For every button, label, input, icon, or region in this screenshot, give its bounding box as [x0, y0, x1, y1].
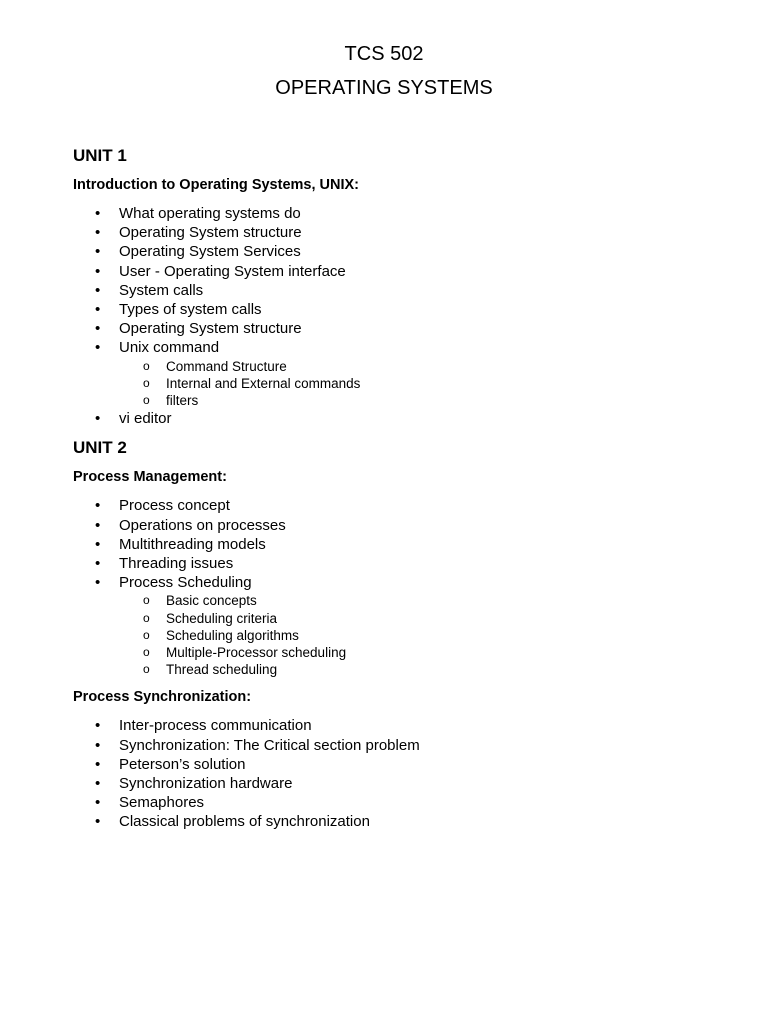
list-item: • User - Operating System interface [95, 262, 346, 280]
circle-bullet-icon: o [143, 662, 150, 677]
bullet-icon: • [95, 281, 101, 299]
bullet-icon: • [95, 535, 101, 553]
list-item: • Operating System Services [95, 243, 301, 261]
unit-1-heading: UNIT 1 [73, 146, 127, 165]
bullet-icon: • [95, 262, 101, 280]
bullet-icon: • [95, 224, 101, 242]
unit-1-section-title: Introduction to Operating Systems, UNIX: [73, 177, 359, 193]
bullet-icon: • [95, 516, 101, 534]
list-item: • vi editor [95, 410, 172, 428]
unit-1-topic-list [73, 204, 713, 428]
circle-bullet-icon: o [143, 593, 150, 608]
sub-list-item: o Scheduling algorithms [143, 627, 299, 643]
list-item: • Synchronization: The Critical section problem [95, 736, 420, 754]
unit-2-section-1-title: Process Management: [73, 469, 227, 486]
sub-list-item: o Basic concepts [143, 593, 257, 609]
unit-2-section-2-title: Process Synchronization: [73, 689, 252, 706]
course-code: TCS 502 [344, 43, 424, 65]
list-item: • Peterson’s solution [95, 755, 246, 773]
sub-list-item: o Command Structure [143, 358, 287, 374]
synchronization-topic-list [73, 716, 713, 831]
sub-list-item: o Multiple-Processor scheduling [143, 645, 347, 661]
bullet-icon: • [95, 813, 101, 831]
circle-bullet-icon: o [143, 610, 150, 625]
list-item: • Semaphores [95, 794, 205, 812]
bullet-icon: • [95, 339, 101, 357]
list-item: • Synchronization hardware [95, 775, 293, 793]
circle-bullet-icon: o [143, 627, 150, 642]
list-item: • Process concept [95, 497, 230, 515]
list-item: • Types of system calls [95, 301, 262, 319]
circle-bullet-icon: o [143, 358, 150, 373]
list-item: • Unix command o Command Structure o Internal and External commands o filters [73, 338, 713, 409]
circle-bullet-icon: o [143, 645, 150, 660]
sub-list-item: o Scheduling criteria [143, 610, 278, 626]
sub-list-item: o Internal and External commands [143, 375, 361, 391]
bullet-icon: • [95, 320, 101, 338]
bullet-icon: • [95, 736, 101, 754]
circle-bullet-icon: o [143, 375, 150, 390]
bullet-icon: • [95, 555, 101, 573]
sub-list-item: o filters [143, 393, 199, 409]
list-item: • System calls [95, 281, 204, 299]
syllabus-content [73, 145, 713, 832]
bullet-icon: • [95, 775, 101, 793]
bullet-icon: • [95, 574, 101, 592]
sub-list-item: o Thread scheduling [143, 662, 278, 678]
bullet-icon: • [95, 794, 101, 812]
bullet-icon: • [95, 301, 101, 319]
list-item: • Operating System structure [95, 224, 302, 242]
list-item: • Threading issues [95, 555, 234, 573]
bullet-icon: • [95, 243, 101, 261]
process-scheduling-sublist [119, 592, 713, 678]
bullet-icon: • [95, 205, 101, 222]
unit-2-topic-list [73, 496, 713, 678]
bullet-icon: • [95, 755, 101, 773]
list-item: • Multithreading models [95, 535, 266, 553]
bullet-icon: • [95, 410, 101, 428]
list-item: • Classical problems of synchronization [95, 813, 370, 831]
bullet-icon: • [95, 717, 101, 735]
unit-2-heading: UNIT 2 [73, 438, 127, 458]
course-title: OPERATING SYSTEMS [275, 77, 493, 99]
list-item: • Inter-process communication [95, 717, 312, 735]
bullet-icon: • [95, 497, 101, 515]
list-item: • Operations on processes [95, 516, 286, 534]
list-item: • Process Scheduling o Basic concepts o Scheduling criteria o Scheduling algorithms o Multiple-Processor scheduling o Thread scheduling [73, 573, 713, 678]
list-item: • Operating System structure [95, 320, 302, 338]
circle-bullet-icon: o [143, 393, 150, 408]
unix-command-sublist [119, 358, 713, 410]
list-item: • What operating systems do [95, 205, 301, 222]
